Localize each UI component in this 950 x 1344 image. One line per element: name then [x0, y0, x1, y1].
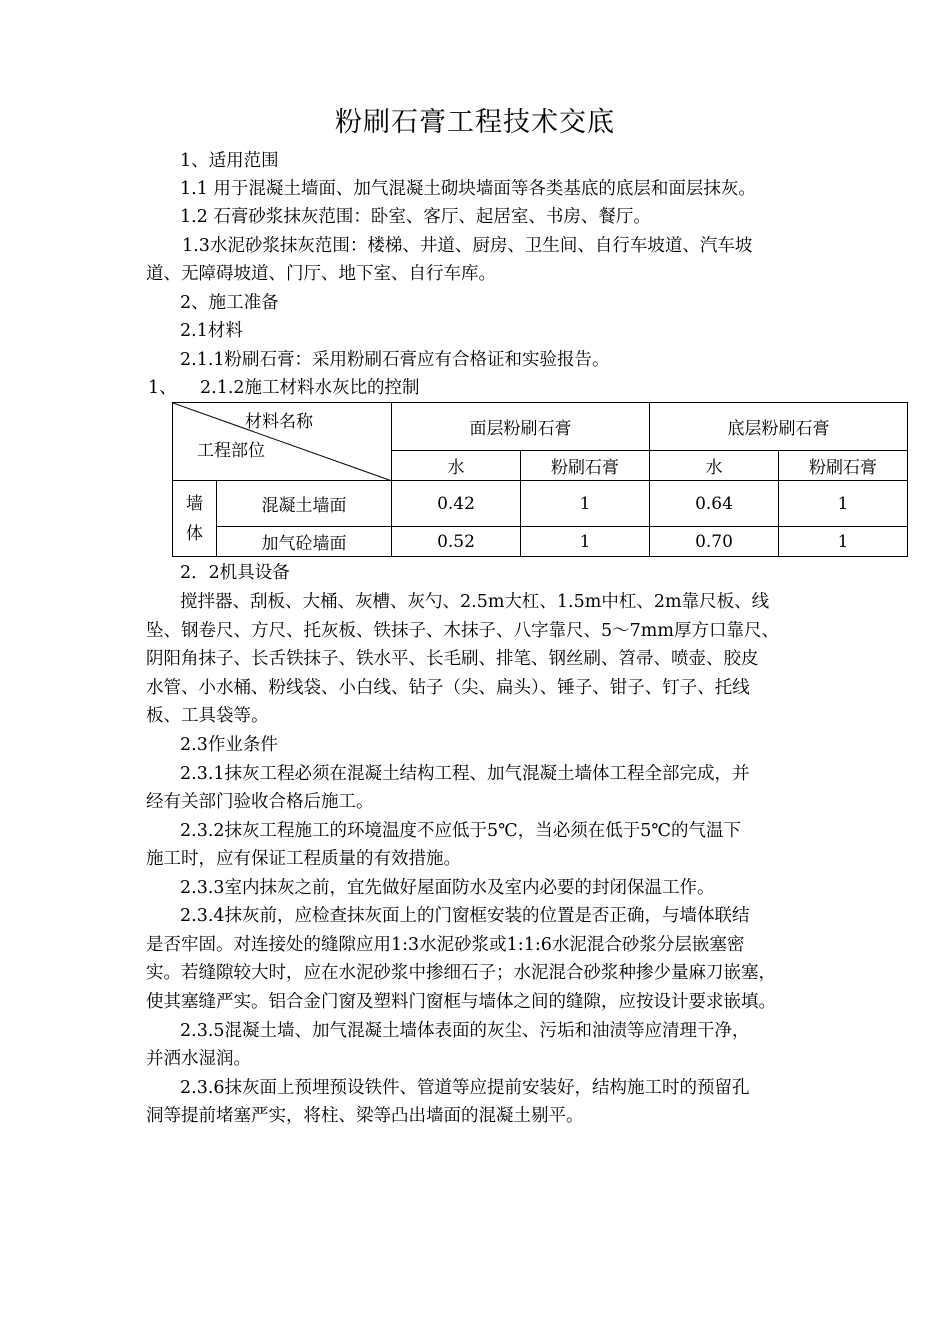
header-surface-plaster: 面层粉刷石膏 [392, 403, 650, 451]
paragraph-2-3-4-line4: 使其塞缝严实。铝合金门窗及塑料门窗框与墙体之间的缝隙，应按设计要求嵌填。 [146, 992, 776, 1012]
table-cell: 0.42 [392, 481, 521, 527]
header-project-part: 工程部位 [197, 441, 265, 461]
paragraph-2-3-4-line1: 2.3.4抹灰前，应检查抹灰面上的门窗框安装的位置是否正确，与墙体联结 [180, 906, 750, 926]
tools-line-2: 坠、钢卷尺、方尺、托灰板、铁抹子、木抹子、八字靠尺、5～7mm厚方口靠尺、 [146, 621, 779, 641]
paragraph-2-3-4-line3: 实。若缝隙较大时，应在水泥砂浆中掺细石子；水泥混合砂浆种掺少量麻刀嵌塞， [146, 963, 776, 983]
paragraph-2-3-2-line2: 施工时，应有保证工程质量的有效措施。 [146, 849, 461, 869]
document-title: 粉刷石膏工程技术交底 [335, 107, 615, 138]
tools-line-1: 搅拌器、刮板、大桶、灰槽、灰勺、2.5m大杠、1.5m中杠、2m靠尺板、线 [180, 592, 770, 612]
paragraph-2-3-1-line1: 2.3.1抹灰工程必须在混凝土结构工程、加气混凝土墙体工程全部完成，并 [180, 764, 750, 784]
subheader-water: 水 [392, 451, 521, 481]
row-label: 混凝土墙面 [217, 481, 392, 527]
subheader-plaster: 粉刷石膏 [779, 451, 908, 481]
subheader-plaster: 粉刷石膏 [521, 451, 650, 481]
table-diagonal-header [173, 403, 392, 481]
table-cell: 1 [779, 481, 908, 527]
subheader-water: 水 [650, 451, 779, 481]
row-group-wall: 墙 体 [173, 481, 217, 557]
paragraph-2-3-5-line2: 并洒水湿润。 [146, 1049, 251, 1069]
paragraph-2-3-6-line2: 洞等提前堵塞严实，将柱、梁等凸出墙面的混凝土剔平。 [146, 1106, 584, 1126]
heading-materials: 2.1材料 [180, 321, 243, 341]
paragraph-2-3-4-line2: 是否牢固。对连接处的缝隙应用1:3水泥砂浆或1:1:6水泥混合砂浆分层嵌塞密 [146, 935, 745, 955]
paragraph-1-3-line2: 道、无障碍坡道、门厅、地下室、自行车库。 [146, 264, 496, 284]
header-material-name: 材料名称 [245, 412, 313, 432]
paragraph-2-1-1: 2.1.1粉刷石膏：采用粉刷石膏应有合格证和实验报告。 [180, 350, 610, 370]
table-cell: 0.64 [650, 481, 779, 527]
table-cell: 0.52 [392, 527, 521, 557]
tools-line-5: 板、工具袋等。 [146, 706, 269, 726]
table-cell: 1 [779, 527, 908, 557]
paragraph-2-3-5-line1: 2.3.5混凝土墙、加气混凝土墙体表面的灰尘、污垢和油渍等应清理干净， [180, 1021, 750, 1041]
heading-scope: 1、适用范围 [180, 151, 279, 171]
paragraph-2-1-2: 2.1.2施工材料水灰比的控制 [200, 378, 420, 398]
table-cell: 1 [521, 481, 650, 527]
paragraph-1-3-line1: 1.3水泥砂浆抹灰范围：楼梯、井道、厨房、卫生间、自行车坡道、汽车坡 [182, 236, 753, 256]
paragraph-2-3-2-line1: 2.3.2抹灰工程施工的环境温度不应低于5℃，当必须在低于5℃的气温下 [180, 821, 741, 841]
tools-line-4: 水管、小水桶、粉线袋、小白线、钻子（尖、扁头）、锤子、钳子、钉子、托线 [146, 678, 750, 698]
header-base-plaster: 底层粉刷石膏 [650, 403, 908, 451]
list-prefix: 1、 [148, 378, 177, 398]
paragraph-2-3-6-line1: 2.3.6抹灰面上预埋预设铁件、管道等应提前安装好，结构施工时的预留孔 [180, 1078, 750, 1098]
tools-line-3: 阴阳角抹子、长舌铁抹子、铁水平、长毛刷、排笔、钢丝刷、笤帚、喷壶、胶皮 [146, 649, 759, 669]
paragraph-2-3-1-line2: 经有关部门验收合格后施工。 [146, 792, 374, 812]
row-label: 加气砼墙面 [217, 527, 392, 557]
heading-tools: 2．2机具设备 [180, 563, 290, 583]
table-cell: 1 [521, 527, 650, 557]
heading-preparation: 2、施工准备 [180, 293, 279, 313]
paragraph-1-2: 1.2 石膏砂浆抹灰范围：卧室、客厅、起居室、书房、餐厅。 [180, 207, 651, 227]
paragraph-2-3-3: 2.3.3室内抹灰之前，宜先做好屋面防水及室内必要的封闭保温工作。 [180, 878, 715, 898]
paragraph-1-1: 1.1 用于混凝土墙面、加气混凝土砌块墙面等各类基底的底层和面层抹灰。 [180, 179, 756, 199]
heading-conditions: 2.3作业条件 [180, 735, 278, 755]
water-ratio-table [172, 402, 908, 557]
table-cell: 0.70 [650, 527, 779, 557]
